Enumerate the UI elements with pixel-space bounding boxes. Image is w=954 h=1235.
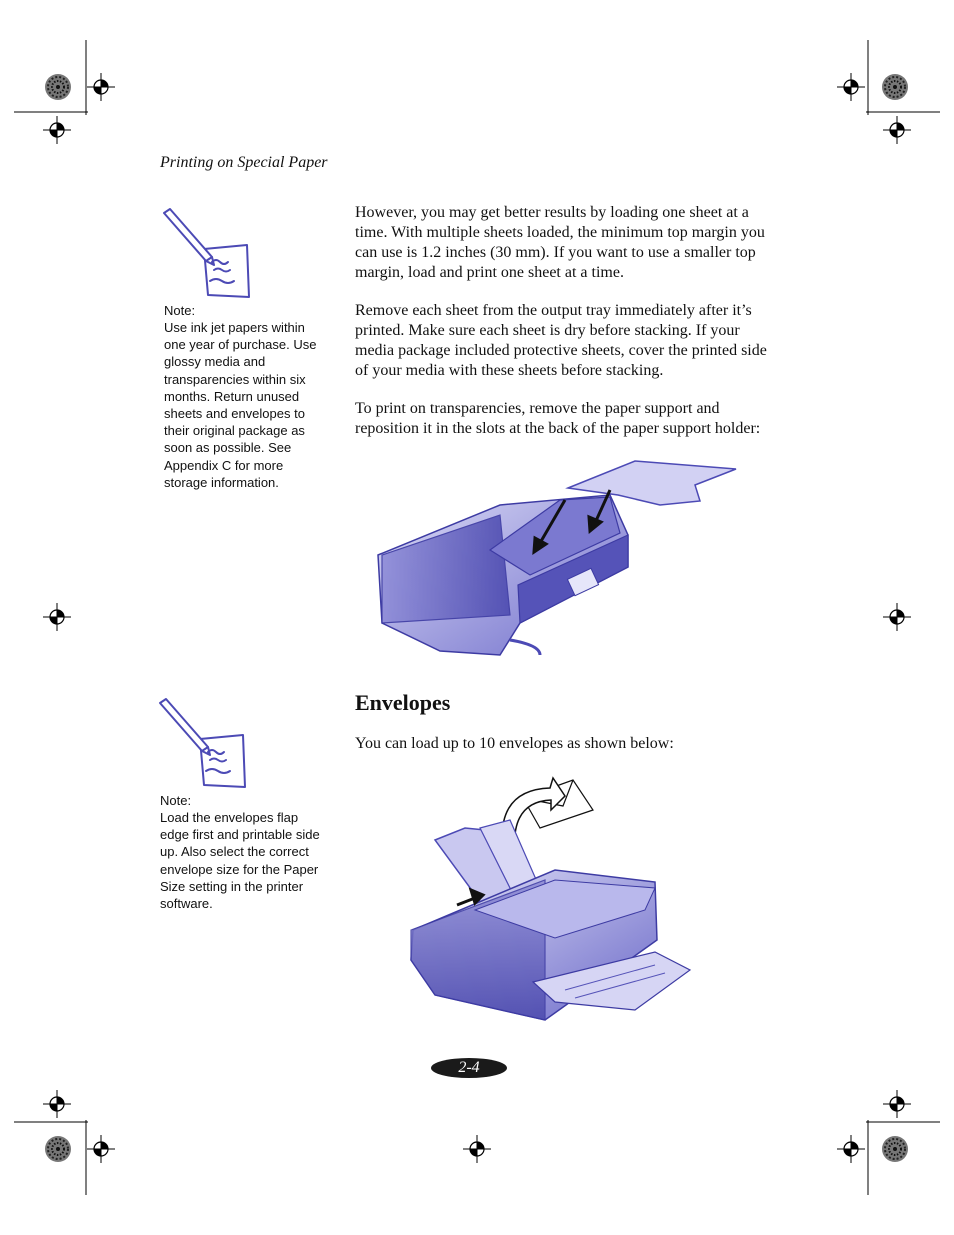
note-pen-icon [160,207,252,301]
paragraph: You can load up to 10 envelopes as shown below: [355,735,674,752]
note-text: Use ink jet papers within one year of purchase. Use glossy media and transparencies within six months. Return unused sheets and envelopes to their original package as soon as possible. See Appendix C for more storage information. [164,320,317,490]
note-text: Load the envelopes flap edge first and printable side up. Also select the correct envelope size for the Paper Size setting in the printer software. [160,810,320,912]
running-header: Printing on Special Paper [160,154,328,171]
printer-envelope-illustration [405,770,695,1028]
paragraph: Remove each sheet from the output tray immediately after it’s printed. Make sure each sheet is dry before stacking. If your media package included protective sheets, cover the printed side of your media with these sheets before stacking. [355,302,767,379]
paragraph: However, you may get better results by loading one sheet at a time. With multiple sheets loaded, the minimum top margin you can use is 1.2 inches (30 mm). If you want to use a smaller top margin, load and print one sheet at a time. [355,204,765,281]
paragraph: To print on transparencies, remove the paper support and reposition it in the slots at the back of the paper support holder: [355,400,761,437]
page-number-badge [431,1058,507,1078]
note-pen-icon [156,697,248,791]
section-heading: Envelopes [355,690,451,715]
printer-transparency-illustration [370,455,742,660]
page-number: 2-4 [458,1059,480,1076]
note-label: Note: [160,793,192,808]
note-label: Note: [164,303,196,318]
